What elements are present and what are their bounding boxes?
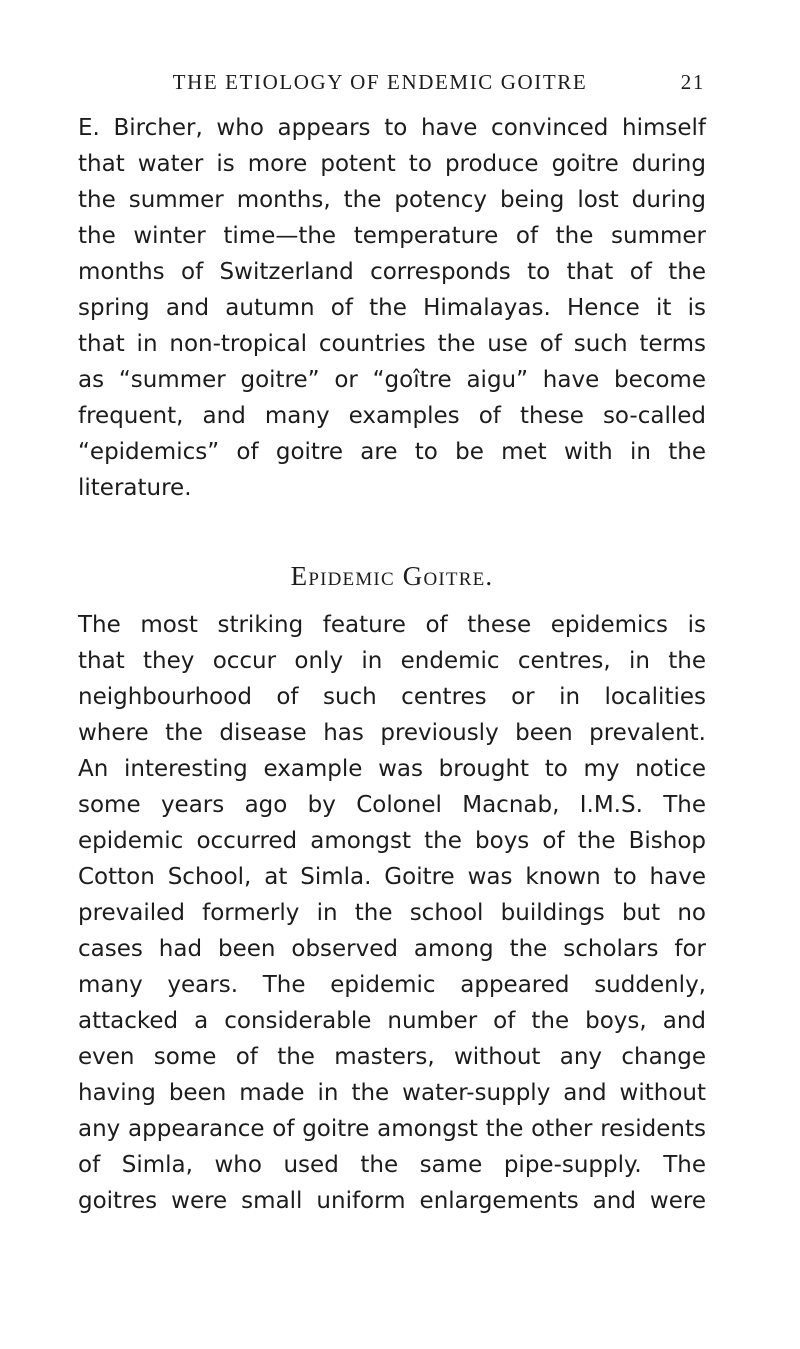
- text-line: the summer months, the potency being lost during: [78, 187, 706, 213]
- text-line: having been made in the water-supply and without: [78, 1080, 706, 1106]
- text-line: some years ago by Colonel Macnab, I.M.S. The: [78, 792, 706, 818]
- paragraph-2: [78, 607, 706, 1219]
- text-line: that water is more potent to produce goitre during: [78, 151, 706, 177]
- text-line: neighbourhood of such centres or in localities: [78, 684, 706, 710]
- text-line: goitres were small uniform enlargements and were: [78, 1188, 706, 1214]
- text-line: any appearance of goitre amongst the other residents: [78, 1116, 706, 1142]
- text-line: epidemic occurred amongst the boys of the Bishop: [78, 828, 706, 854]
- text-line: that in non-tropical countries the use of such terms: [78, 331, 706, 357]
- text-line: attacked a considerable number of the boys, and: [78, 1008, 706, 1034]
- text-line: literature.: [78, 475, 192, 501]
- text-line: prevailed formerly in the school buildings but no: [78, 900, 706, 926]
- text-line: “epidemics” of goitre are to be met with in the: [78, 439, 706, 465]
- text-line: spring and autumn of the Himalayas. Hence it is: [78, 295, 706, 321]
- text-line: Cotton School, at Simla. Goitre was known to have: [78, 864, 706, 890]
- text-line: months of Switzerland corresponds to that of the: [78, 259, 706, 285]
- text-line: as “summer goitre” or “goître aigu” have become: [78, 367, 706, 393]
- text-line: The most striking feature of these epidemics is: [78, 612, 706, 638]
- text-line: that they occur only in endemic centres, in the: [78, 648, 706, 674]
- text-line: the winter time—the temperature of the summer: [78, 223, 706, 249]
- paragraph-1: [78, 110, 706, 506]
- text-line: cases had been observed among the scholars for: [78, 936, 706, 962]
- page-number: 21: [680, 70, 705, 94]
- running-title: THE ETIOLOGY OF ENDEMIC GOITRE: [172, 70, 588, 94]
- running-head: [55, 70, 705, 100]
- text-line: of Simla, who used the same pipe-supply. The: [78, 1152, 706, 1178]
- text-line: many years. The epidemic appeared suddenly,: [78, 972, 706, 998]
- text-line: frequent, and many examples of these so-called: [78, 403, 706, 429]
- text-line: even some of the masters, without any change: [78, 1044, 706, 1070]
- text-line: where the disease has previously been prevalent.: [78, 720, 706, 746]
- text-line: An interesting example was brought to my notice: [78, 756, 706, 782]
- section-heading: Epidemic Goitre.: [290, 561, 494, 591]
- text-line: E. Bircher, who appears to have convinced himself: [78, 115, 706, 141]
